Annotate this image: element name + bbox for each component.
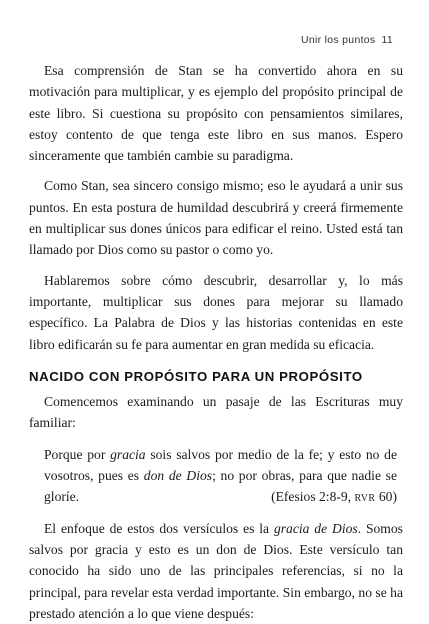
quote-emphasis: don de Dios bbox=[143, 468, 213, 484]
reference-text: 60) bbox=[375, 489, 397, 505]
quote-emphasis: gracia bbox=[110, 446, 146, 462]
running-header bbox=[301, 34, 393, 46]
quote-text: sois salvos por medio de la fe; y esto no de vosotros, pues es bbox=[44, 446, 398, 484]
scripture-quote bbox=[29, 444, 403, 508]
paragraph-2: Como Stan, sea sincero consigo mismo; eso le ayudará a unir sus puntos. En esta postura de humildad descubrirá y creerá firmemente en multiplicar sus dones únicos para edificar el reino. Usted está tan llamado por Dios como su pastor o como yo. bbox=[29, 178, 403, 258]
closing-text: . Somos salvos por gracia y esto es un don de Dios. Este versículo tan conocido ha sido uno de las principales referencias, si no la principal, para revelar esta verdad importante. Sin embargo, no se ha prestado atención a lo que viene después: bbox=[29, 520, 403, 621]
paragraph-3: Hablaremos sobre cómo descubrir, desarrollar y, lo más importante, multiplicar sus dones para mejorar su llamado específico. La Palabra de Dios y las historias contenidas en este libro edificarán su fe para aumentar en gran medida su eficacia. bbox=[29, 272, 403, 352]
paragraph-1: Esa comprensión de Stan se ha convertido ahora en su motivación para multiplicar, y es ejemplo del propósito principal de este libro. Si cuestiona su propósito con pensamientos similares, estoy contento de que tenga este libro en sus manos. Espero sinceramente que también cambie su paradigma. bbox=[29, 63, 403, 164]
section-heading: NACIDO CON PROPÓSITO PARA UN PROPÓSITO bbox=[29, 368, 363, 384]
page-body bbox=[29, 60, 403, 624]
page-number: 11 bbox=[381, 34, 393, 46]
reference-version: RVR bbox=[354, 493, 376, 505]
closing-emphasis: gracia de Dios bbox=[273, 520, 358, 536]
closing-paragraph bbox=[29, 518, 403, 624]
closing-text: El enfoque de estos dos versículos es la bbox=[44, 520, 274, 536]
scripture-reference bbox=[271, 486, 397, 509]
chapter-title: Unir los puntos bbox=[300, 34, 376, 46]
reference-text: (Efesios 2:8-9, bbox=[271, 489, 355, 505]
intro-paragraph: Comencemos examinando un pasaje de las Escrituras muy familiar: bbox=[29, 394, 403, 431]
quote-text: ; no por obras, para que nadie se gloríe. bbox=[44, 468, 397, 505]
quote-text: Porque por bbox=[44, 446, 111, 462]
